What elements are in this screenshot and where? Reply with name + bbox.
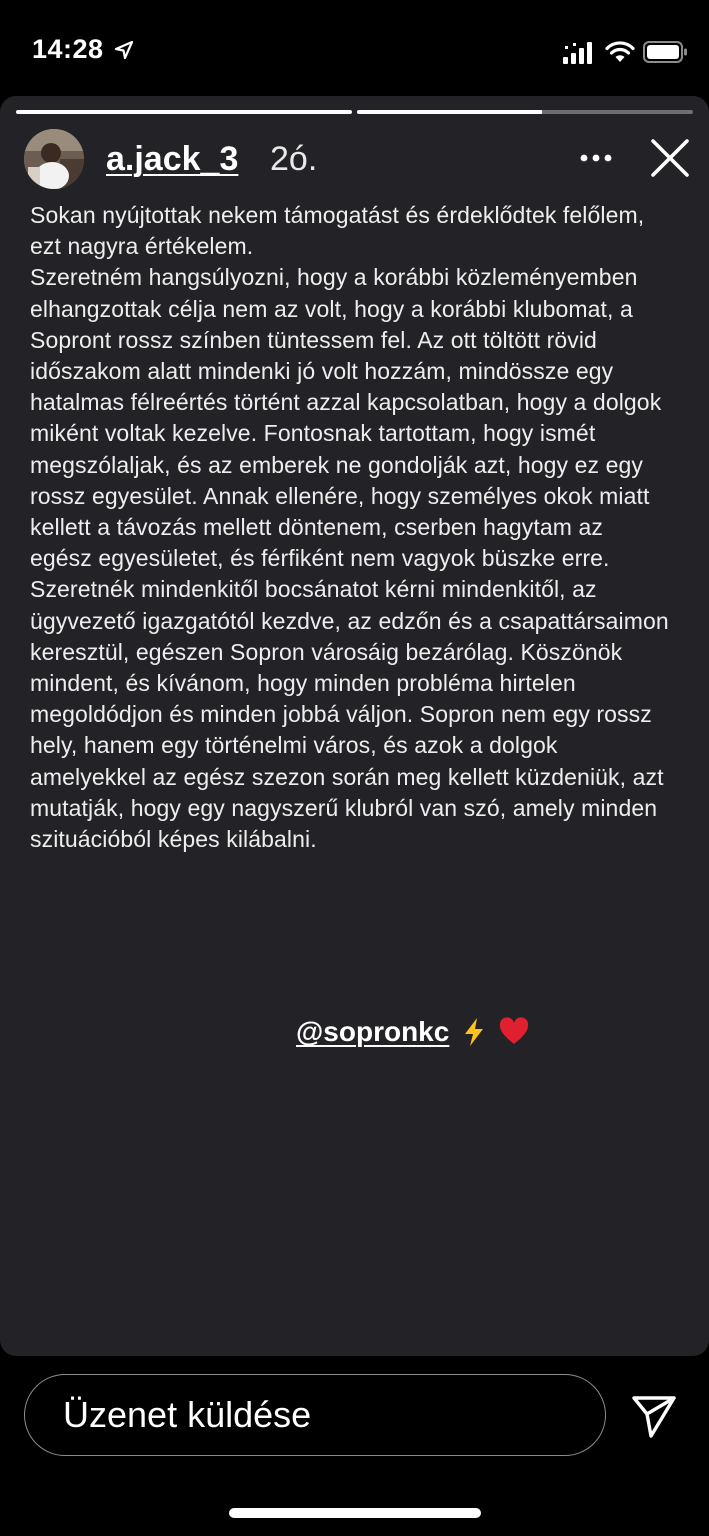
avatar[interactable]: [24, 129, 84, 189]
battery-icon: [643, 40, 689, 64]
mention-line: [296, 1012, 529, 1052]
red-heart-icon: [499, 1017, 529, 1047]
send-icon[interactable]: [630, 1392, 678, 1440]
story-progress-segment: [357, 110, 693, 114]
story-progress-segment: [16, 110, 352, 114]
message-input[interactable]: [24, 1374, 606, 1456]
close-icon[interactable]: [648, 136, 692, 180]
message-input-placeholder: Üzenet küldése: [63, 1394, 312, 1435]
mention-link[interactable]: @sopronkc: [296, 1016, 450, 1047]
story-progress-fill: [357, 110, 542, 114]
cellular-signal-icon: [563, 42, 595, 64]
status-time: 14:28: [32, 34, 104, 64]
lightning-icon: [459, 1017, 489, 1047]
story-card[interactable]: [0, 96, 709, 1356]
home-indicator[interactable]: [229, 1508, 481, 1518]
story-progress-fill: [16, 110, 352, 114]
more-options-icon[interactable]: [574, 140, 618, 176]
story-username[interactable]: a.jack_3: [106, 140, 239, 178]
status-bar: [0, 0, 709, 96]
wifi-icon: [604, 40, 636, 64]
story-timestamp: 2ó.: [270, 140, 318, 178]
location-arrow-icon: [114, 40, 134, 60]
story-text: Sokan nyújtottak nekem támogatást és érdeklődtek felőlem, ezt nagyra értékelem. Szeretném hangsúlyozni, hogy a korábbi közleményemben elhangzottak célja nem az volt, hogy a korábbi klubomat, a Sopront rossz színben tüntessem fel. Az ott töltött rövid időszakom alatt mindenki jó volt hozzám, mindössze egy hatalmas félreértés történt azzal kapcsolatban, hogy a dolgok miként voltak kezelve. Fontosnak tartottam, hogy ismét megszólaljak, és az emberek ne gondolják azt, hogy ez egy rossz egyesület. Annak ellenére, hogy személyes okok miatt kellett a távozás mellett döntenem, cserben hagytam az egész egyesületet, és férfiként nem vagyok büszke erre. Szeretnék mindenkitől bocsánatot kérni mindenkitől, az ügyvezető igazgatótól kezdve, az edzőn és a csapattársaimon keresztül, egészen Sopron városáig bezárólag. Köszönök mindent, és kívánom, hogy minden probléma hirtelen megoldódjon és minden jobbá váljon. Sopron nem egy rossz hely, hanem egy történelmi város, és azok a dolgok amelyekkel az egész szezon során meg kellett küzdeniük, azt mutatják, hogy egy nagyszerű klubról van szó, amely minden szituációból képes kilábalni.: [30, 202, 669, 853]
avatar-photo-icon: [24, 129, 84, 189]
